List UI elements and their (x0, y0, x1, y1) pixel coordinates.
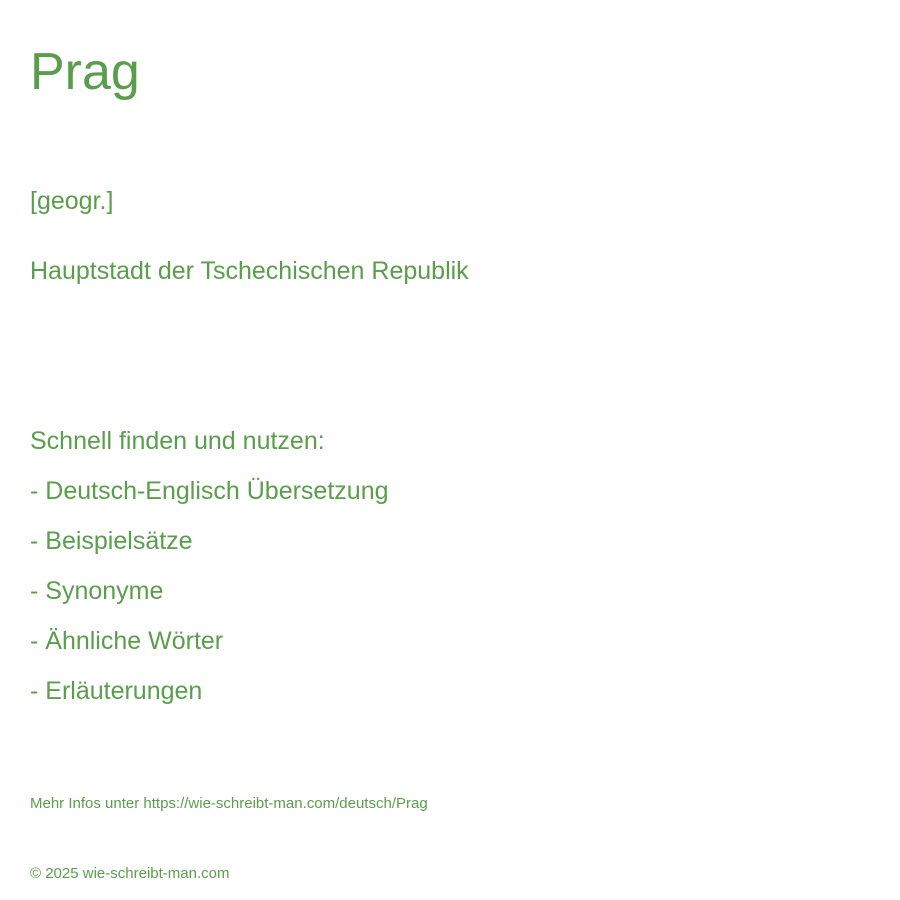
more-info-text: Mehr Infos unter https://wie-schreibt-man.com/deutsch/Prag (30, 795, 428, 812)
feature-list-intro: Schnell finden und nutzen: (30, 427, 325, 455)
page-title: Prag (30, 43, 140, 101)
definition-text: Hauptstadt der Tschechischen Republik (30, 257, 469, 285)
feature-item-explanations: - Erläuterungen (30, 677, 203, 705)
feature-item-translation: - Deutsch-Englisch Übersetzung (30, 477, 389, 505)
category-label: [geogr.] (30, 187, 114, 215)
feature-item-similar-words: - Ähnliche Wörter (30, 627, 224, 655)
feature-item-synonyms: - Synonyme (30, 577, 164, 605)
copyright-text: © 2025 wie-schreibt-man.com (30, 865, 230, 882)
feature-list (30, 424, 389, 724)
feature-item-example-sentences: - Beispielsätze (30, 527, 193, 555)
